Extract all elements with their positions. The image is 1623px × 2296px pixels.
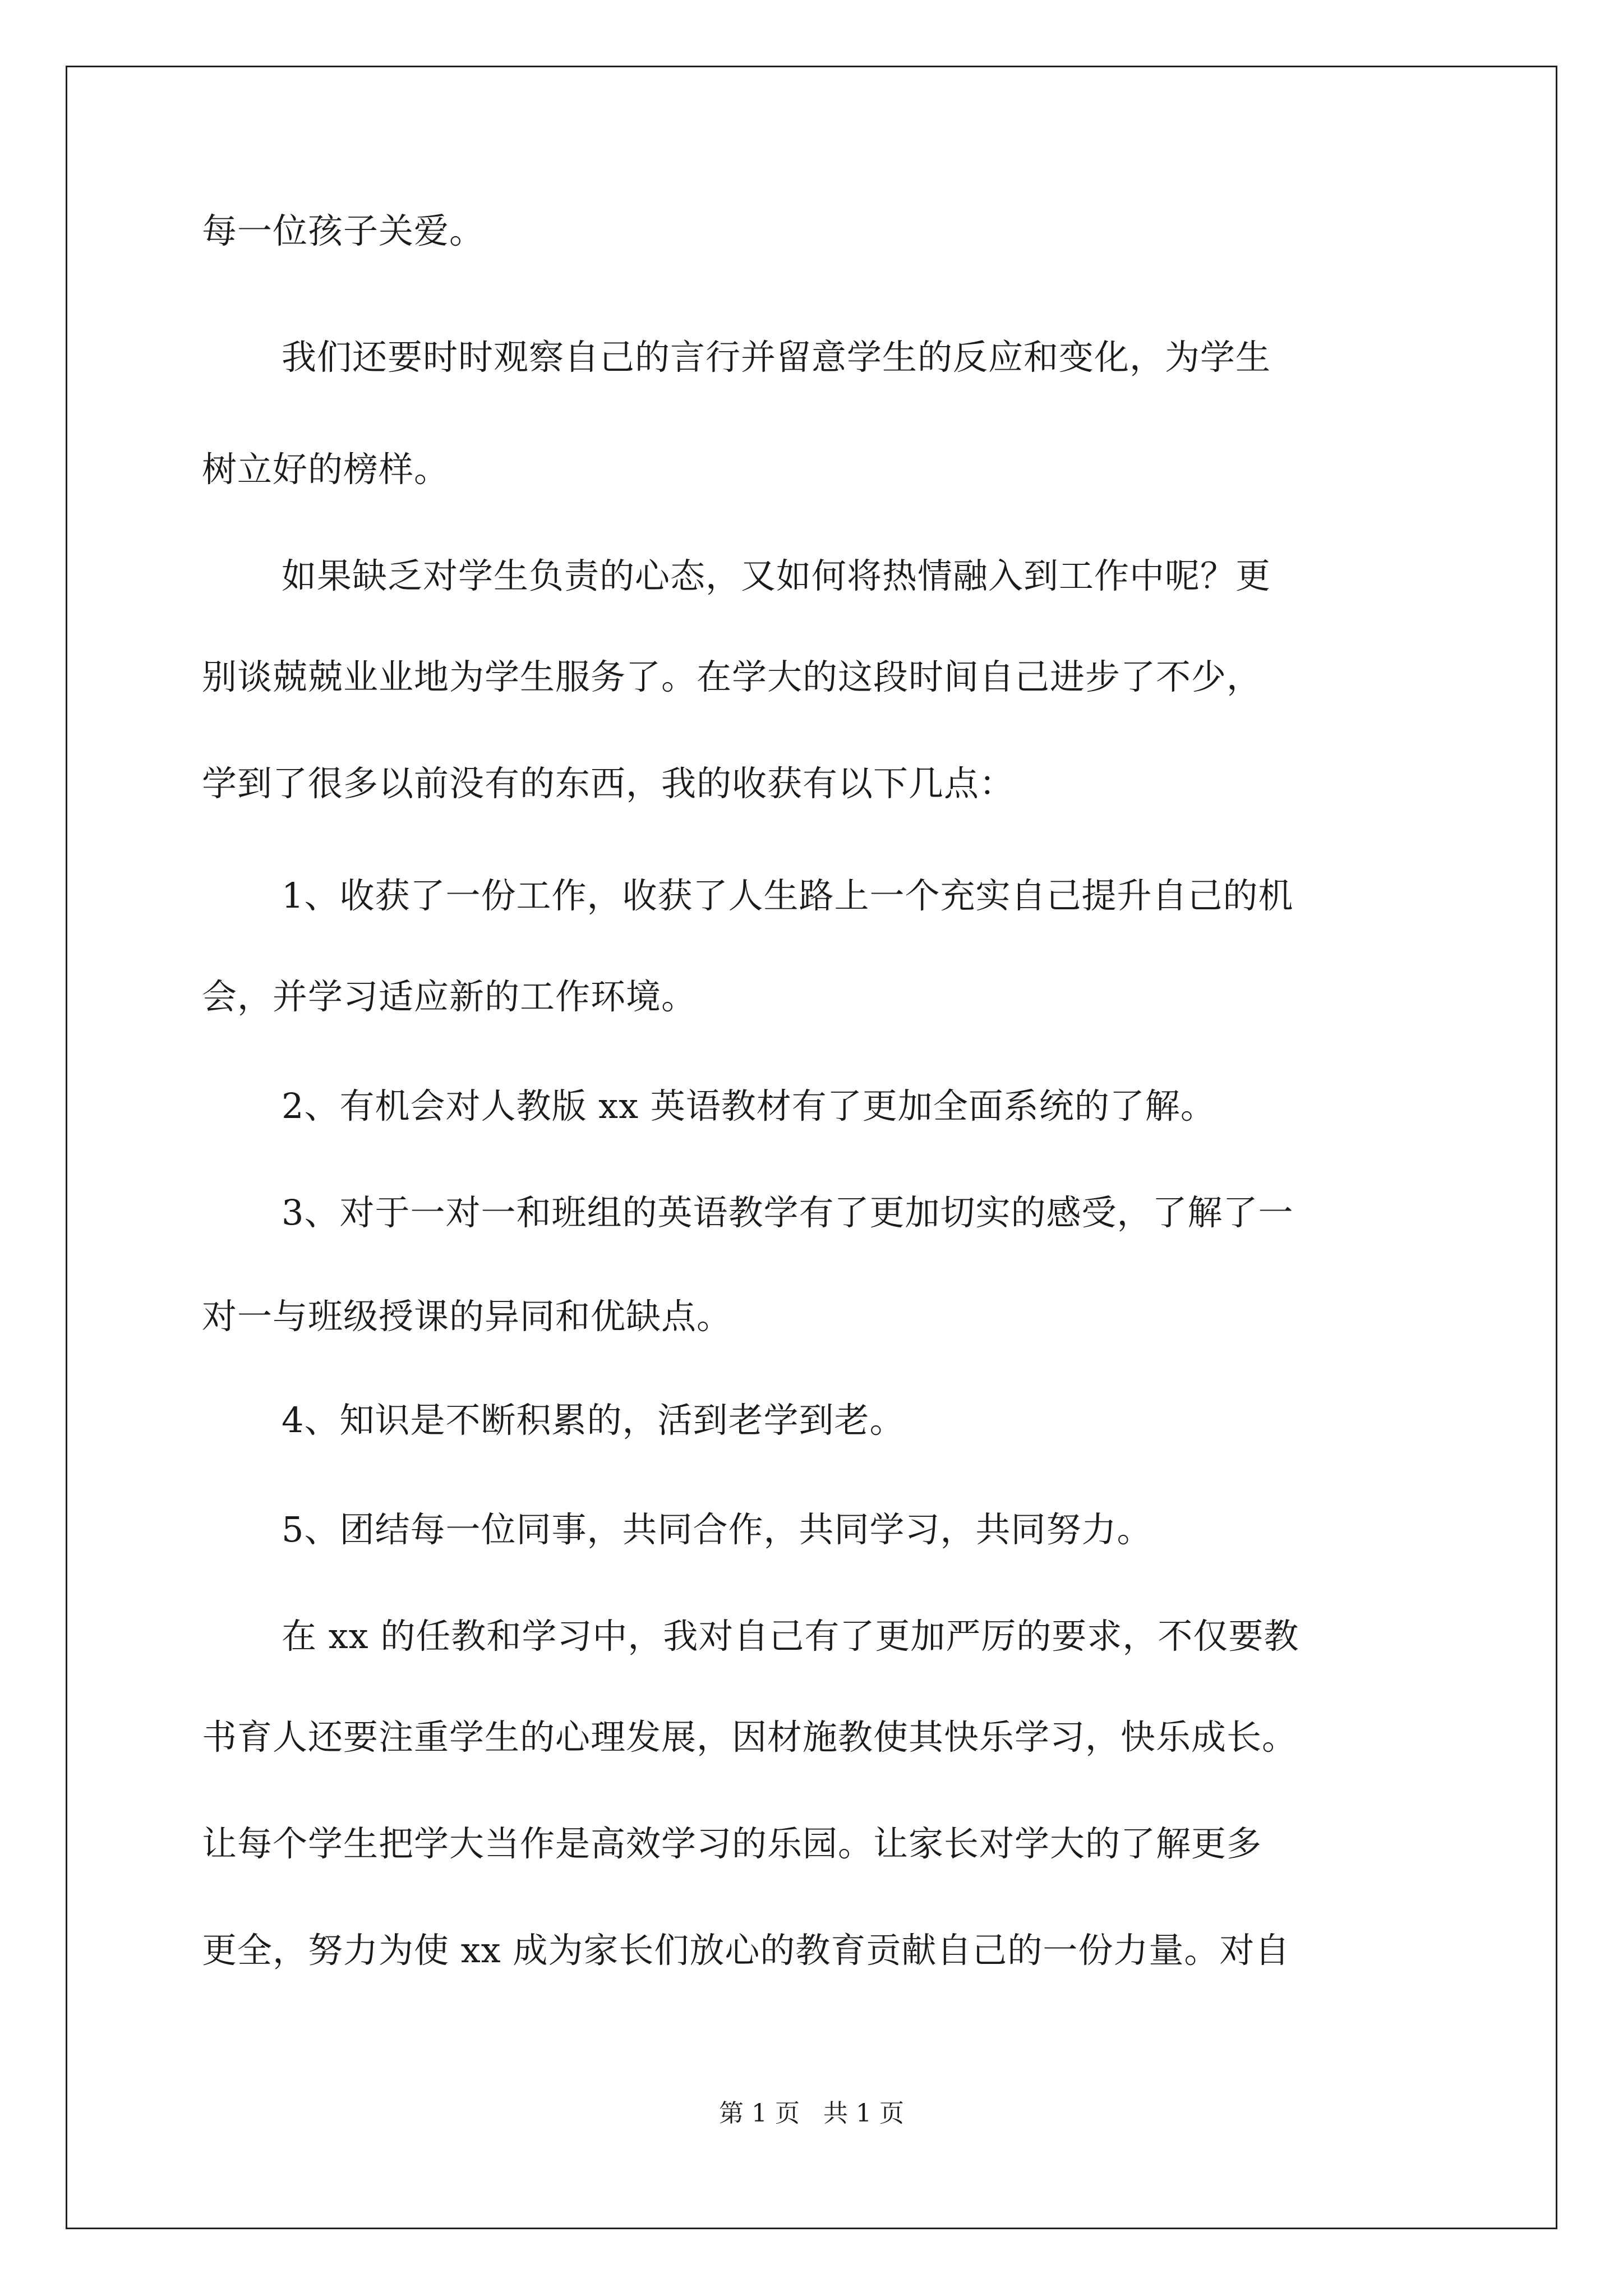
text-line: 会，并学习适应新的工作环境。	[202, 976, 697, 1017]
text-line: 对一与班级授课的异同和优缺点。	[202, 1296, 732, 1337]
text-line: 更全，努力为使 xx 成为家长们放心的教育贡献自己的一份力量。对自	[202, 1930, 1290, 1971]
text-line: 1、收获了一份工作，收获了人生路上一个充实自己提升自己的机	[282, 875, 1294, 916]
page-footer: 第 1 页 共 1 页	[719, 2099, 904, 2128]
text-line: 4、知识是不断积累的，活到老学到老。	[282, 1400, 905, 1441]
text-line: 我们还要时时观察自己的言行并留意学生的反应和变化，为学生	[282, 337, 1271, 378]
page-frame	[66, 66, 1557, 2229]
text-line: 书育人还要注重学生的心理发展，因材施教使其快乐学习，快乐成长。	[202, 1717, 1298, 1757]
text-line: 2、有机会对人教版 xx 英语教材有了更加全面系统的了解。	[282, 1085, 1216, 1126]
text-line: 树立好的榜样。	[202, 449, 450, 490]
text-line: 在 xx 的任教和学习中，我对自己有了更加严厉的要求，不仅要教	[282, 1616, 1299, 1657]
text-line: 5、团结每一位同事，共同合作，共同学习，共同努力。	[282, 1509, 1152, 1550]
text-line: 3、对于一对一和班组的英语教学有了更加切实的感受，了解了一	[282, 1192, 1294, 1233]
text-line: 每一位孩子关爱。	[202, 210, 485, 251]
text-line: 学到了很多以前没有的东西，我的收获有以下几点：	[202, 763, 1015, 804]
text-line: 让每个学生把学大当作是高效学习的乐园。让家长对学大的了解更多	[202, 1823, 1262, 1864]
text-line: 别谈兢兢业业地为学生服务了。在学大的这段时间自己进步了不少，	[202, 656, 1262, 697]
text-line: 如果缺乏对学生负责的心态，又如何将热情融入到工作中呢？更	[282, 555, 1271, 596]
